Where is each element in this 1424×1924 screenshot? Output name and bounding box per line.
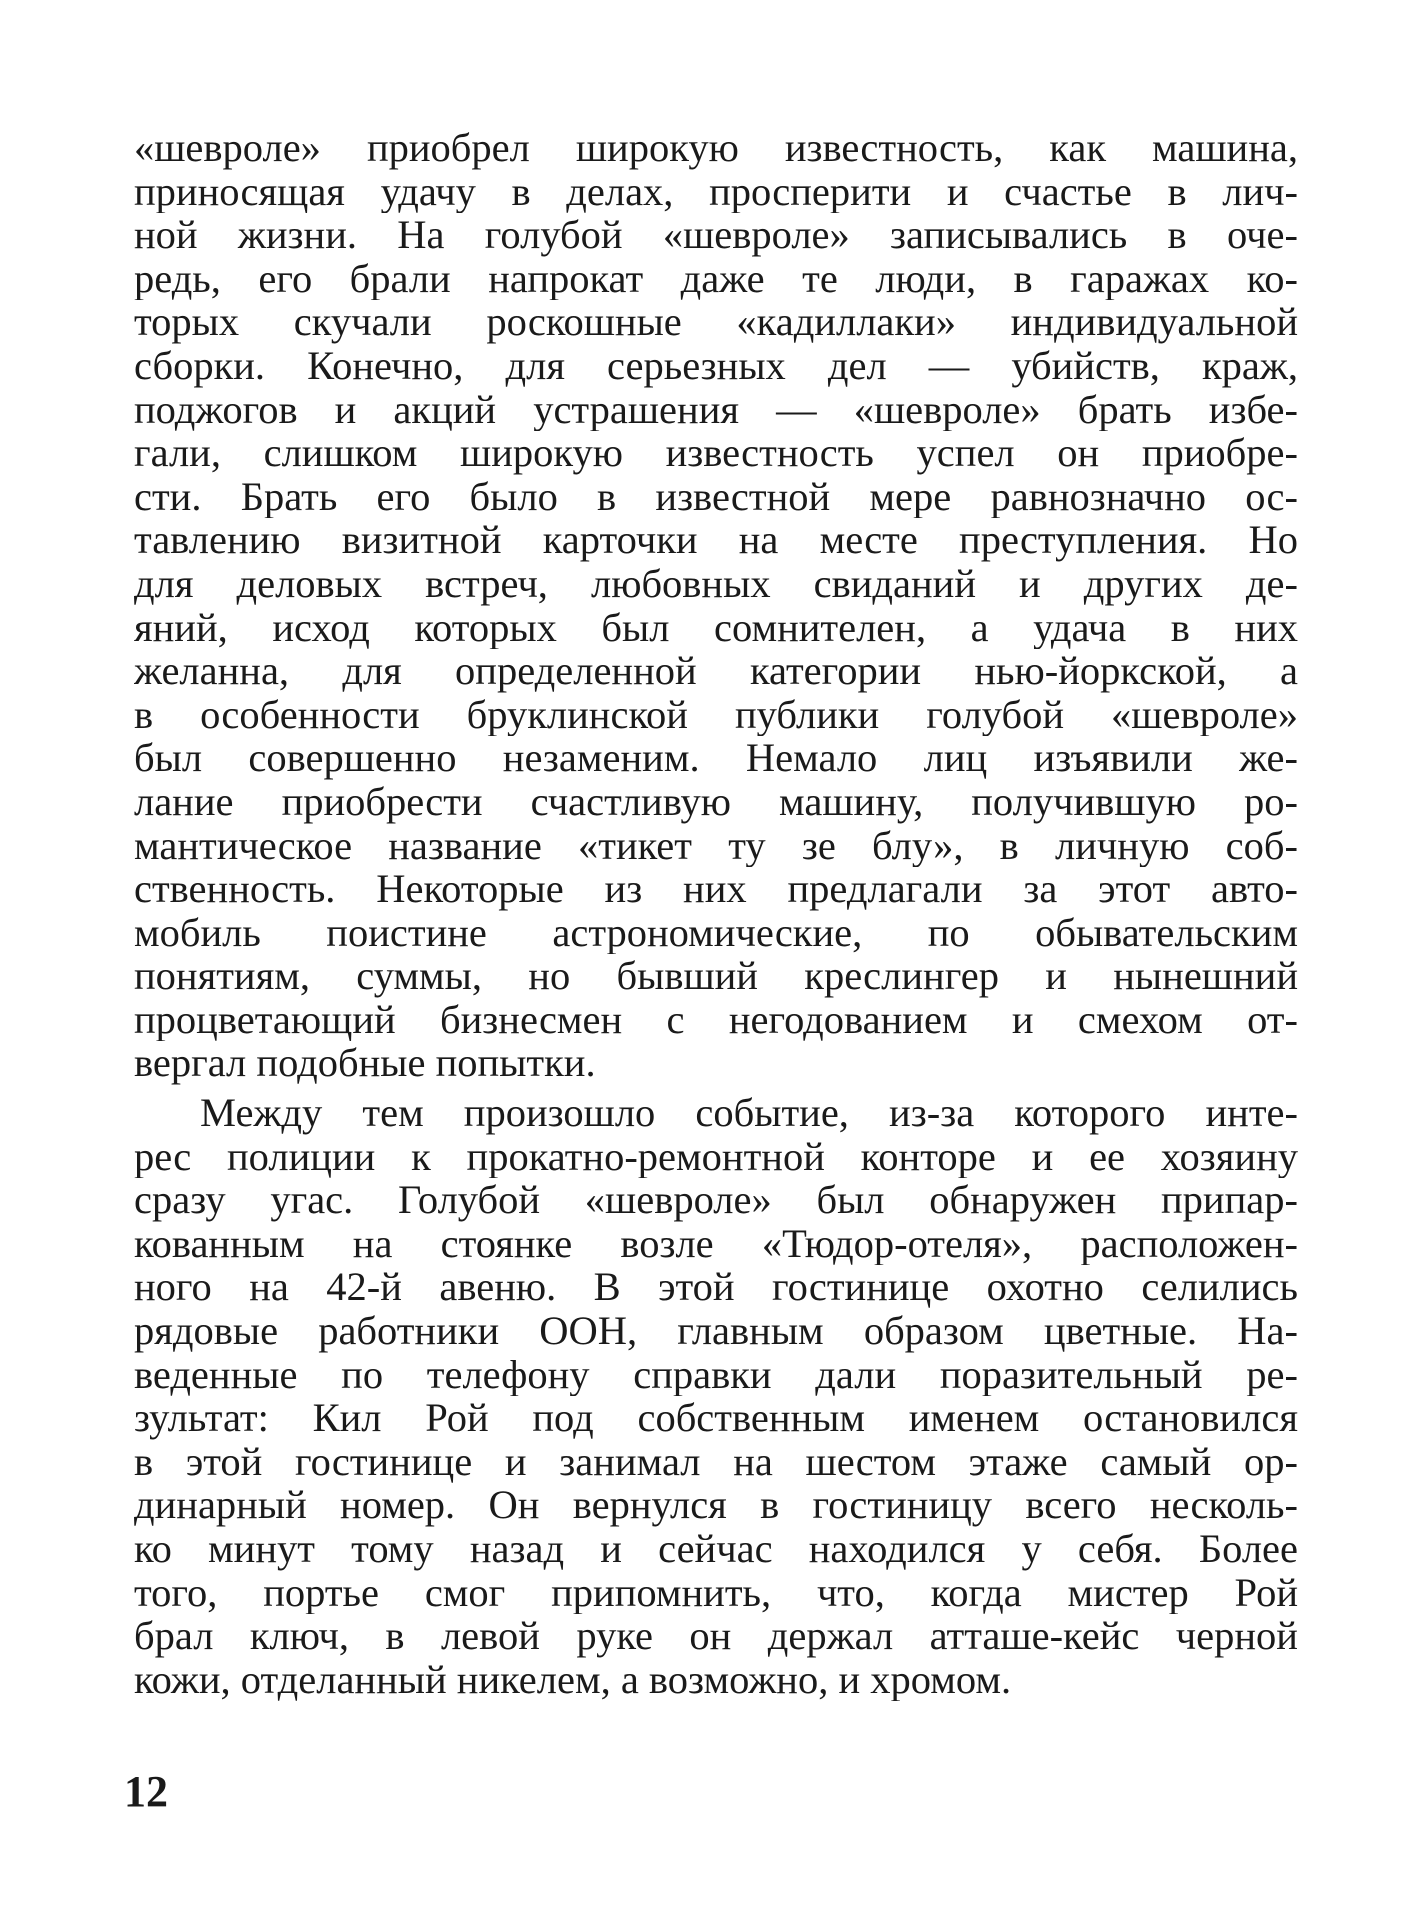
text-line: торых скучали роскошные «кадиллаки» индивидуальной <box>134 300 1298 344</box>
text-line: тавлению визитной карточки на месте преступления. Но <box>134 518 1298 562</box>
text-line: того, портье смог припомнить, что, когда мистер Рой <box>134 1570 1298 1615</box>
text-line: желанна, для определенной категории нью-йоркской, а <box>134 649 1298 693</box>
text-line: кожи, отделанный никелем, а возможно, и хромом. <box>134 1657 1012 1702</box>
text-line: редь, его брали напрокат даже те люди, в гаражах ко- <box>134 256 1298 301</box>
text-line: «шевроле» приобрел широкую известность, как машина, <box>134 126 1298 170</box>
text-line: динарный номер. Он вернулся в гостиницу всего несколь- <box>134 1483 1298 1527</box>
text-line: сразу угас. Голубой «шевроле» был обнаружен припар- <box>134 1178 1298 1222</box>
page-body <box>134 126 1298 1701</box>
text-line: кованным на стоянке возле «Тюдор-отеля», расположен- <box>134 1221 1298 1266</box>
text-line: яний, исход которых был сомнителен, а удача в них <box>134 605 1298 650</box>
text-line: ного на 42-й авеню. В этой гостинице охотно селились <box>134 1265 1298 1310</box>
text-line: ной жизни. На голубой «шевроле» записывались в оче- <box>134 213 1298 257</box>
text-line: лание приобрести счастливую машину, получившую ро- <box>134 779 1298 824</box>
text-line: был совершенно незаменим. Немало лиц изъявили же- <box>134 736 1298 780</box>
text-line: ственность. Некоторые из них предлагали за этот авто- <box>134 867 1298 911</box>
text-line: сти. Брать его было в известной мере равнозначно ос- <box>134 474 1298 519</box>
text-line: поджогов и акций устрашения — «шевроле» брать избе- <box>134 387 1298 432</box>
text-line: сборки. Конечно, для серьезных дел — убийств, краж, <box>134 343 1298 388</box>
text-line: веденные по телефону справки дали поразительный ре- <box>134 1352 1298 1397</box>
paragraph-2 <box>134 1091 1298 1701</box>
text-line: мантическое название «тикет ту зе блу», в личную соб- <box>134 823 1298 868</box>
text-line: гали, слишком широкую известность успел он приобре- <box>134 431 1298 475</box>
text-line: для деловых встреч, любовных свиданий и других де- <box>134 561 1298 606</box>
text-line: понятиям, суммы, но бывший креслингер и нынешний <box>134 954 1298 998</box>
page-number: 12 <box>124 1767 168 1816</box>
text-line: рядовые работники ООН, главным образом цветные. На- <box>134 1309 1298 1353</box>
text-line: брал ключ, в левой руке он держал атташе-кейс черной <box>134 1614 1298 1658</box>
text-line: ко минут тому назад и сейчас находился у себя. Более <box>134 1527 1298 1571</box>
text-line: в этой гостинице и занимал на шестом этаже самый ор- <box>134 1439 1298 1484</box>
text-line: зультат: Кил Рой под собственным именем остановился <box>134 1396 1298 1440</box>
paragraph-1 <box>134 126 1298 1085</box>
text-line: рес полиции к прокатно-ремонтной конторе и ее хозяину <box>134 1134 1298 1179</box>
text-line: приносящая удачу в делах, просперити и счастье в лич- <box>134 169 1298 214</box>
text-line: мобиль поистине астрономические, по обывательским <box>134 910 1298 955</box>
text-line: процветающий бизнесмен с негодованием и смехом от- <box>134 997 1298 1042</box>
text-line: Между тем произошло событие, из-за которого инте- <box>200 1091 1298 1135</box>
text-line: вергал подобные попытки. <box>134 1041 596 1086</box>
text-line: в особенности бруклинской публики голубой «шевроле» <box>134 692 1298 737</box>
